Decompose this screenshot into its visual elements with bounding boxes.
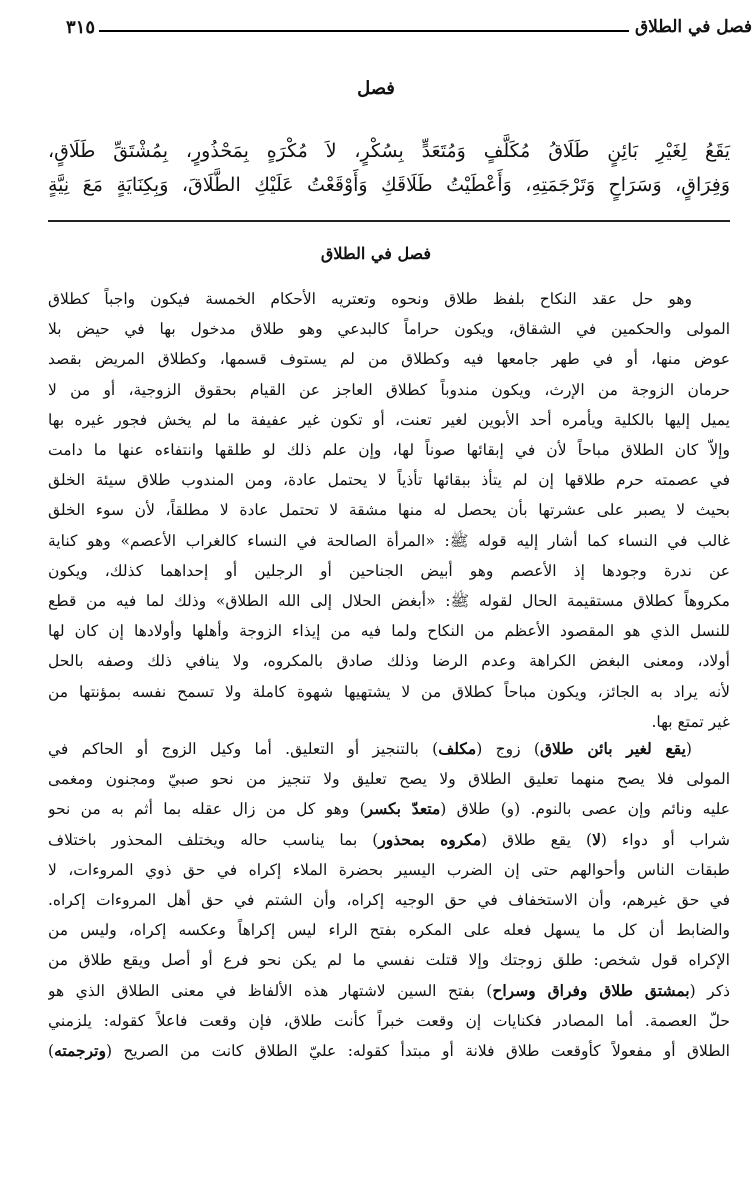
- text-line: [48, 1006, 730, 1036]
- text-line: بحيث لا يصبر على عشرتها بأن يحصل له منها مشقة لا تحتمل عادة لا مطلقاً، لأن سوء الخلق: [48, 501, 730, 520]
- text-line: مكروهاً كطلاق مستقيمة الحال لقوله ﷺ: «أبغض الحلال إلى الله الطلاق» وذلك لما فيه من قطع: [48, 592, 730, 611]
- quoted-matn: متعدّ بكسر: [365, 799, 441, 819]
- text-line: لأنه يراد به الجائز، ويكون مباحاً كطلاق من لا يشتهيها شهوة كاملة ولا تسمح نفسه بمؤنتها من: [48, 682, 730, 701]
- commentary-paragraph-2: [48, 734, 730, 1066]
- text-line: [48, 764, 730, 794]
- text-segment: الطلاق أو مفعولاً كأوقعت طلاق فلانة أو مبتدأ كقوله: عليّ الطلاق كانت من الصريح (: [105, 1042, 730, 1061]
- section-heading: فصل: [357, 78, 395, 99]
- text-line: للنسل الذي هو المقصود الأعظم من النكاح ولما فيه من إيذاء الزوجة وأهلها وأولادها إن كان لها: [48, 622, 730, 641]
- text-line: في عصمته حرم طلاقها إن لم يتأذ ببقائها تأذياً لا يحتمل عادة، ومن المندوب طلاق سيئة الخلق: [48, 471, 730, 490]
- text-segment: ) وهو كل من زال عقله بما أثم به من نحو: [48, 800, 366, 819]
- text-line: غير تمتع بها.: [651, 712, 730, 731]
- matn-text: [48, 134, 730, 202]
- text-line: أولاد، ومعنى البغض الكراهة وعدم الرضا وذلك صادق بالمكروه، ولا ينافي ذلك وصفه بالحل: [48, 652, 730, 671]
- quoted-matn: لا: [592, 829, 601, 849]
- text-segment: ذكر (: [689, 981, 730, 1000]
- text-line: عوض منها، أو في طهر جامعها فيه وكطلاق من لم يستوف قسمها، وكطلاق المريض بقصد: [48, 350, 730, 369]
- page-number: ٣١٥: [66, 16, 96, 38]
- text-segment: الإكراه قول شخص: طلق زوجتك وإلا قتلت نفسي ما لم يكن نحو فرع أو أصل ويقع طلاق من: [48, 951, 730, 970]
- text-line: [48, 855, 730, 885]
- matn-line: وَفِرَاقٍ، وَسَرَاحٍ وَتَرْجَمَتِهِ، وَأَعْطَيْتُ طَلَاقَكِ وَأَوْقَعْتُ عَلَيْكِ الطَّلَاقَ، وَبِكِنَايَةٍ مَعَ نِيَّةٍ: [48, 174, 730, 196]
- quoted-matn: يقع لغير بائن طلاق: [539, 739, 686, 758]
- text-segment: عليه ونائم وإن عصى بالنوم. (و) طلاق (: [440, 800, 730, 819]
- header-rule: [99, 30, 629, 32]
- text-line: [48, 945, 730, 975]
- text-segment: في حق غيرهم، وأن الاستخفاف في حق الوجيه إكراه، وأن الشتم في حق أهل المروءات إكراه.: [48, 891, 730, 910]
- running-title: فصل في الطلاق: [634, 17, 752, 37]
- matn-divider: [48, 220, 730, 222]
- text-line: [48, 885, 730, 915]
- text-line: [48, 1036, 730, 1066]
- text-segment: ) زوج (: [476, 740, 540, 758]
- running-header: [66, 14, 752, 40]
- text-line: عن ندرة وجودها إذ الأعصم وهو أبيض الجناحين أو الرجلين أو إحداهما كذلك، ويكون: [48, 561, 730, 580]
- text-line: وإلاّ كان الطلاق مباحاً لأن في إبقائها صوناً لها، وإن علم ذلك لو طلقها وانتفاءه عنها ما دامت: [48, 441, 730, 460]
- text-line: المولى والحكمين في الشقاق، ويكون حراماً كالبدعي وهو طلاق مدخول بها في حيض بلا: [48, 320, 730, 339]
- text-line: حرمان الزوجة من الإرث، ويكون مندوباً كطلاق العاجز عن القيام بحقوق الزوجية، أو من لا: [48, 380, 730, 399]
- text-segment: شراب أو دواء (: [600, 830, 730, 849]
- text-line: [48, 734, 730, 764]
- text-line: [48, 825, 730, 855]
- text-line: [48, 976, 730, 1006]
- text-line: وهو حل عقد النكاح بلفظ طلاق ونحوه وتعتريه الأحكام الخمسة فيكون واجباً كطلاق: [48, 290, 692, 308]
- text-line: [48, 915, 730, 945]
- text-line: [48, 794, 730, 824]
- matn-line: يَقَعُ لِغَيْرِ بَائِنٍ طَلَاقُ مُكَلَّفٍ وَمُتَعَدٍّ بِسُكْرٍ، لاَ مُكْرَهٍ بِمَحْذُورٍ، بِمُشْتَقِّ طَلَاقٍ،: [48, 140, 730, 162]
- text-segment: ) يقع طلاق (: [481, 830, 593, 849]
- subsection-heading: فصل في الطلاق: [320, 244, 432, 263]
- text-segment: ): [48, 1042, 55, 1061]
- quoted-matn: مكروه بمحذور: [378, 829, 482, 849]
- quoted-matn: مكلف: [438, 739, 477, 758]
- text-segment: ) بفتح السين لاشتهار هذه الألفاظ في معنى الطلاق الذي هو: [48, 981, 493, 1000]
- text-segment: المولى فلا يصح منهما تعليق الطلاق ولا يصح تعليق ولا تنجيز من نحو صبيّ ومجنون ومغمى: [48, 770, 730, 789]
- text-segment: ) بما يناسب حاله ويختلف المحذور باختلاف: [48, 830, 379, 849]
- text-segment: (: [685, 740, 692, 758]
- text-segment: ) بالتنجيز أو التعليق. أما وكيل الزوج أو الحاكم في: [48, 740, 439, 758]
- quoted-matn: بمشتق طلاق وفراق وسراح: [492, 980, 690, 1000]
- text-segment: والضابط أن كل ما يسهل فعله على المكره بفتح الراء ليس إكراهاً وعكسه إكراه، وليس من: [48, 921, 730, 940]
- text-line: غالب في النساء كما أشار إليه قوله ﷺ: «المرأة الصالحة في النساء كالغراب الأعصم» وهو كناية: [48, 531, 730, 550]
- quoted-matn: وترجمته: [54, 1041, 106, 1061]
- commentary-paragraph-1: [48, 284, 730, 737]
- text-segment: حلّ العصمة. أما المصادر فكنايات إن وقعت خبراً كأنت طلاق، فإن وقعت فاعلاً كقوله: يلزمني: [48, 1011, 730, 1030]
- text-segment: طبقات الناس وأحوالهم حتى إن الضرب اليسير بحضرة الملاء إكراه في حق ذوي المروءات، لا: [48, 860, 730, 879]
- text-line: يميل إليها بالكلية ويأمره أحد الأبوين لغير تعنت، أو تكون غير عفيفة ما لم يخش فجور غيره بها: [48, 410, 730, 429]
